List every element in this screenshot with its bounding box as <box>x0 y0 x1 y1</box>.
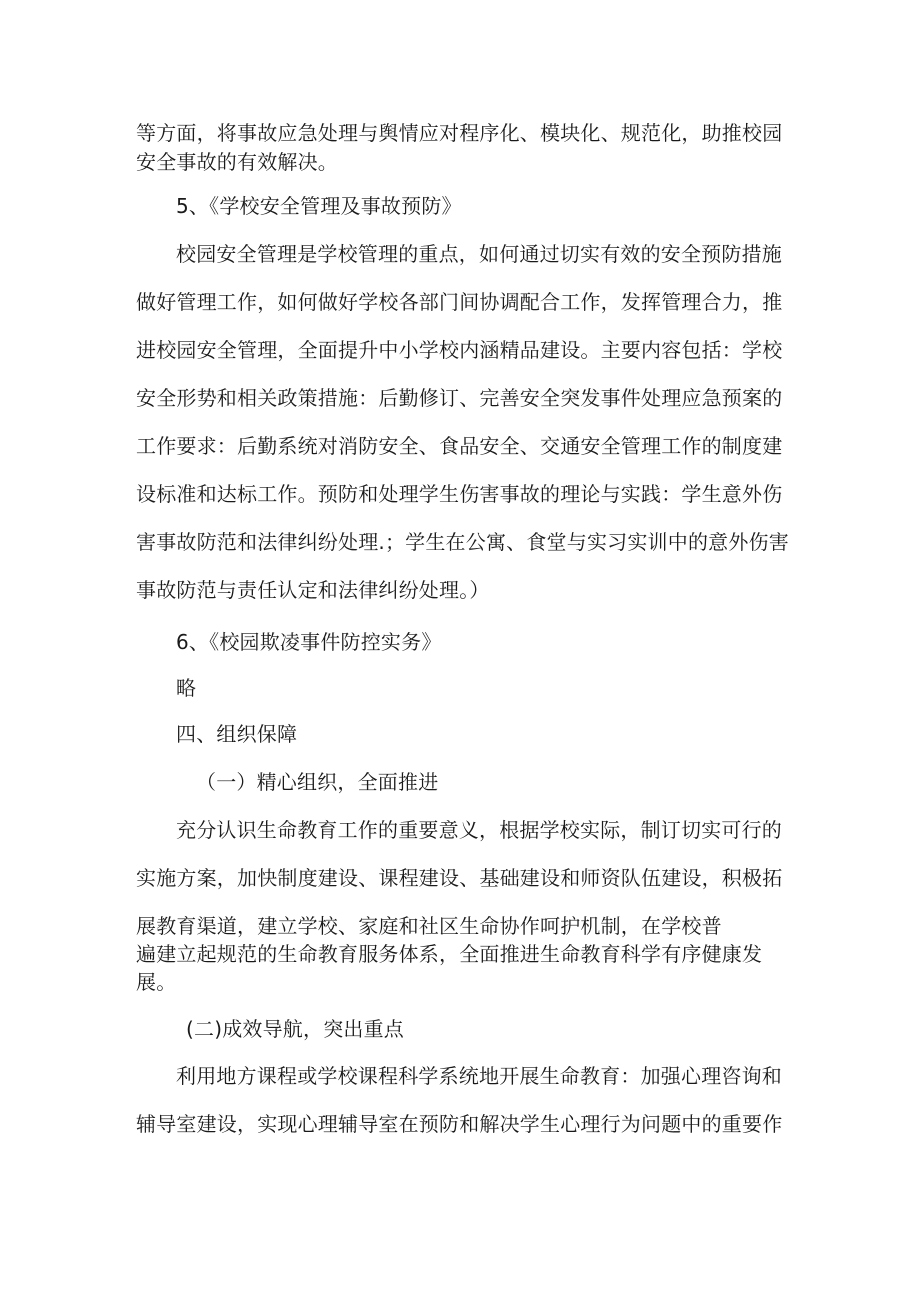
text-line: 工作要求：后勤系统对消防安全、食品安全、交通安全管理工作的制度建 <box>136 434 783 458</box>
section-heading: 5、《学校安全管理及事故预防》 <box>176 194 462 218</box>
text-line: 等方面，将事故应急处理与舆情应对程序化、模块化、规范化，助推校园 <box>136 121 783 145</box>
subsection-heading: （一）精心组织，全面推进 <box>196 770 439 794</box>
section-heading: 四、组织保障 <box>176 722 298 746</box>
text-line: 利用地方课程或学校课程科学系统地开展生命教育：加强心理咨询和 <box>176 1064 782 1088</box>
subsection-heading: (二)成效导航，突出重点 <box>186 1017 405 1041</box>
text-line: 展。 <box>136 970 177 994</box>
text-line: 遍建立起规范的生命教育服务体系，全面推进生命教育科学有序健康发 <box>136 942 763 966</box>
text-line: 展教育渠道，建立学校、家庭和社区生命协作呵护机制，在学校普 <box>136 914 722 938</box>
text-line: 安全形势和相关政策措施：后勤修订、完善安全突发事件处理应急预案的 <box>136 386 783 410</box>
text-line: 进校园安全管理，全面提升中小学校内涵精品建设。主要内容包括：学校 <box>136 338 783 362</box>
text-line: 做好管理工作，如何做好学校各部门间协调配合工作，发挥管理合力，推 <box>136 290 783 314</box>
text-line: 事故防范与责任认定和法律纠纷处理。） <box>136 578 490 602</box>
text-line: 设标准和达标工作。预防和处理学生伤害事故的理论与实践：学生意外伤 <box>136 482 783 506</box>
text-line: 实施方案，加快制度建设、课程建设、基础建设和师资队伍建设，积极拓 <box>136 866 783 890</box>
text-line: 略 <box>176 676 197 700</box>
text-line: 校园安全管理是学校管理的重点，如何通过切实有效的安全预防措施 <box>176 242 782 266</box>
text-line: 辅导室建设，实现心理辅导室在预防和解决学生心理行为问题中的重要作 <box>136 1112 783 1136</box>
text-line: 安全事故的有效解决。 <box>136 150 338 174</box>
text-line: 充分认识生命教育工作的重要意义，根据学校实际，制订切实可行的 <box>176 818 782 842</box>
section-heading: 6、《校园欺凌事件防控实务》 <box>176 630 442 654</box>
text-line: 害事故防范和法律纠纷处理.；学生在公寓、食堂与实习实训中的意外伤害 <box>136 530 789 554</box>
